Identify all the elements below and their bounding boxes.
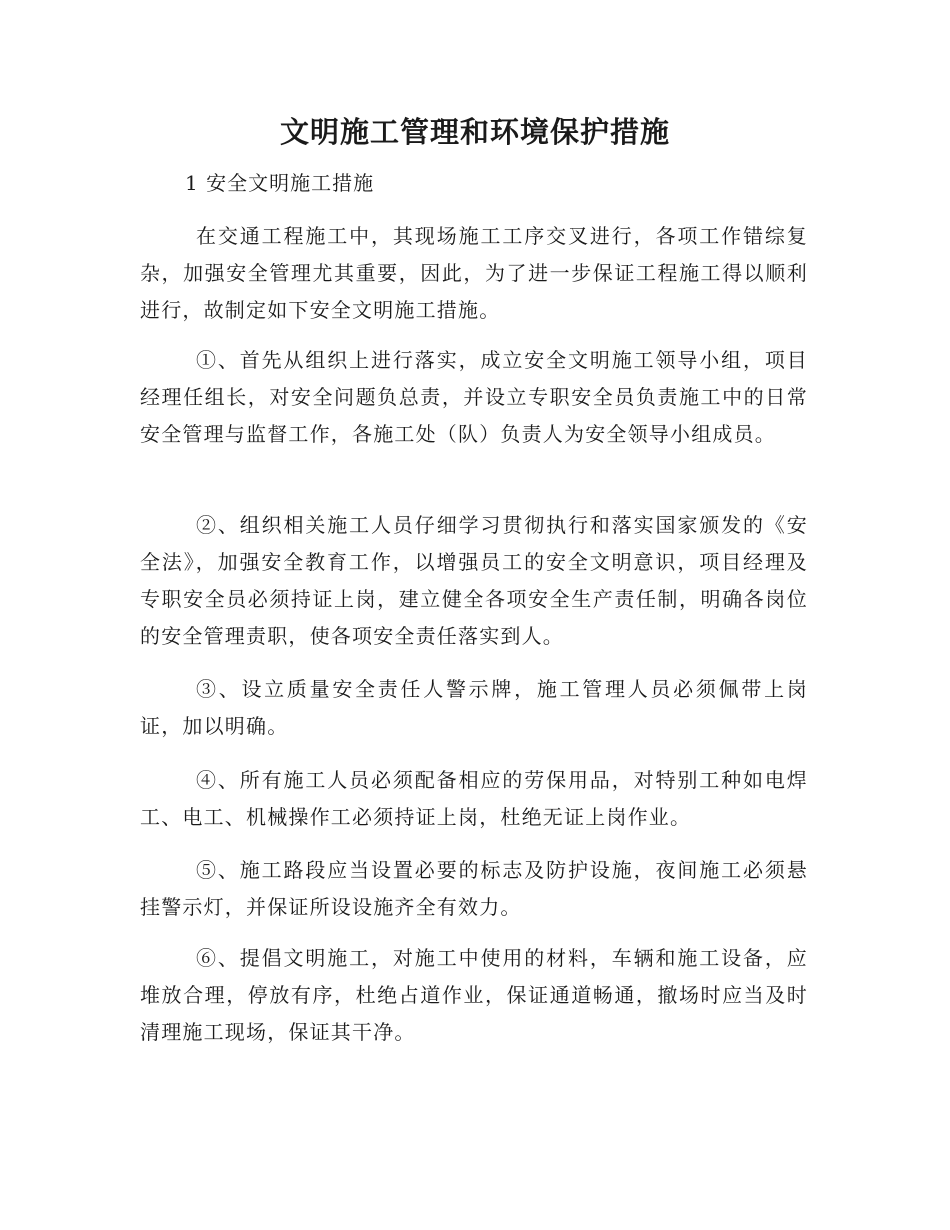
paragraph-item-6: ⑥、提倡文明施工，对施工中使用的材料，车辆和施工设备，应堆放合理，停放有序，杜绝占道作业，保证通道畅通，撤场时应当及时清理施工现场，保证其干净。 xyxy=(140,946,808,1044)
paragraph-item-5: ⑤、施工路段应当设置必要的标志及防护设施，夜间施工必须悬挂警示灯，并保证所设设施齐全有效力。 xyxy=(140,858,808,919)
paragraph-item-2: ②、组织相关施工人员仔细学习贯彻执行和落实国家颁发的《安全法》，加强安全教育工作，以增强员工的安全文明意识，项目经理及专职安全员必须持证上岗，建立健全各项安全生产责任制，明确各岗位的安全管理责职，使各项安全责任落实到人。 xyxy=(140,513,808,648)
page-title: 文明施工管理和环境保护措施 xyxy=(279,115,670,149)
section-heading: 1 安全文明施工措施 xyxy=(185,171,375,195)
paragraph-item-3: ③、设立质量安全责任人警示牌，施工管理人员必须佩带上岗证，加以明确。 xyxy=(140,677,808,738)
paragraph-item-1: ①、首先从组织上进行落实，成立安全文明施工领导小组，项目经理任组长，对安全问题负总责，并设立专职安全员负责施工中的日常安全管理与监督工作，各施工处（队）负责人为安全领导小组成员。 xyxy=(140,348,808,446)
paragraph-item-4: ④、所有施工人员必须配备相应的劳保用品，对特别工种如电焊工、电工、机械操作工必须持证上岗，杜绝无证上岗作业。 xyxy=(140,768,808,829)
paragraph-intro: 在交通工程施工中，其现场施工工序交叉进行，各项工作错综复杂，加强安全管理尤其重要，因此，为了进一步保证工程施工得以顺利进行，故制定如下安全文明施工措施。 xyxy=(140,224,808,322)
